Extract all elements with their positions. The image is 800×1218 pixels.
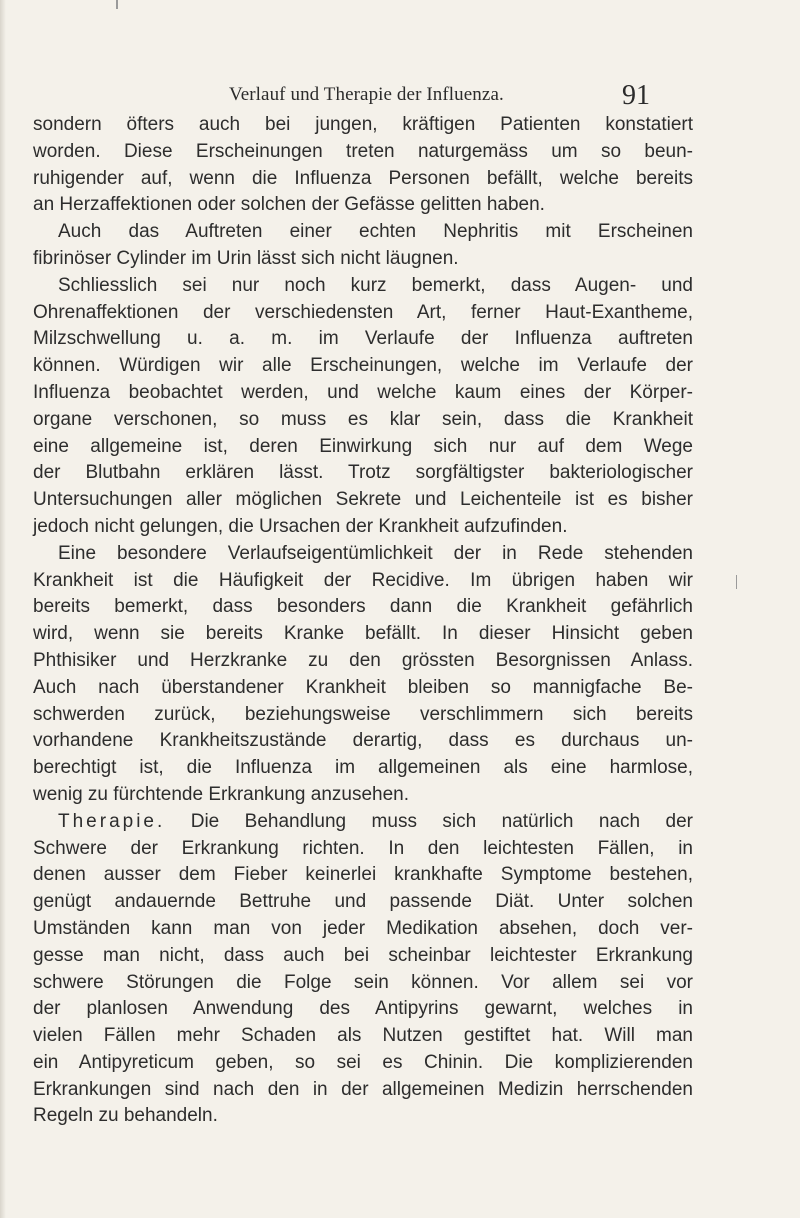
text-line-content: fibrinöser Cylinder im Urin lässt sich nicht läugnen. xyxy=(33,247,459,269)
text-line xyxy=(33,809,693,836)
text-line xyxy=(33,916,693,943)
scan-mark-top xyxy=(116,0,118,9)
text-line xyxy=(33,407,693,434)
text-line-content: Schwere der Erkrankung richten. In den leichtesten Fällen, in xyxy=(33,837,693,859)
text-line-content: Auch nach überstandener Krankheit bleiben so mannigfache Be- xyxy=(33,676,693,698)
text-line xyxy=(33,192,693,219)
text-line-content: gesse man nicht, dass auch bei scheinbar leichtester Erkrankung xyxy=(33,944,693,966)
text-line xyxy=(33,594,693,621)
text-line xyxy=(33,514,693,541)
text-line-content: schwerden zurück, beziehungsweise verschlimmern sich bereits xyxy=(33,703,693,725)
text-line-content: Schliesslich sei nur noch kurz bemerkt, dass Augen- und xyxy=(58,274,693,296)
section-heading-therapie: Therapie. xyxy=(58,810,166,832)
text-line xyxy=(33,782,693,809)
text-line-content: Eine besondere Verlaufseigentümlichkeit der in Rede stehenden xyxy=(58,542,693,564)
text-line-content: berechtigt ist, die Influenza im allgemeinen als eine harmlose, xyxy=(33,757,693,779)
text-line-content: jedoch nicht gelungen, die Ursachen der Krankheit aufzufinden. xyxy=(33,515,568,537)
text-line xyxy=(33,889,693,916)
text-line xyxy=(33,675,693,702)
text-line xyxy=(33,541,693,568)
text-line-content: wird, wenn sie bereits Kranke befällt. In dieser Hinsicht geben xyxy=(33,623,693,645)
text-line xyxy=(33,166,693,193)
text-line xyxy=(33,300,693,327)
text-line-content: Influenza beobachtet werden, und welche kaum eines der Körper- xyxy=(33,381,693,403)
text-line-content: ein Antipyreticum geben, so sei es Chinin. Die komplizierenden xyxy=(33,1051,693,1073)
text-line xyxy=(33,862,693,889)
body-text xyxy=(33,112,693,1130)
text-line xyxy=(33,1103,693,1130)
text-line-content: sondern öfters auch bei jungen, kräftigen Patienten konstatiert xyxy=(33,114,693,135)
text-line-content: wenig zu fürchtende Erkrankung anzusehen. xyxy=(33,783,410,805)
text-line xyxy=(33,996,693,1023)
text-line xyxy=(33,434,693,461)
text-line-content: vorhandene Krankheitszustände derartig, dass es durchaus un- xyxy=(33,730,693,752)
text-line xyxy=(33,139,693,166)
text-line-content: denen ausser dem Fieber keinerlei krankhafte Symptome bestehen, xyxy=(33,864,693,886)
text-line xyxy=(33,219,693,246)
text-line xyxy=(33,1023,693,1050)
text-line-content: bereits bemerkt, dass besonders dann die Krankheit gefährlich xyxy=(33,596,693,618)
text-line xyxy=(33,568,693,595)
text-line xyxy=(33,326,693,353)
text-line-content: worden. Diese Erscheinungen treten naturgemäss um so beun- xyxy=(33,140,693,162)
text-line-content: schwere Störungen die Folge sein können. Vor allem sei vor xyxy=(33,971,693,993)
text-line xyxy=(33,970,693,997)
running-head-title: Verlauf und Therapie der Influenza. xyxy=(229,84,504,105)
text-line-content: Untersuchungen aller möglichen Sekrete und Leichenteile ist es bisher xyxy=(33,489,693,511)
text-line-content: der planlosen Anwendung des Antipyrins gewarnt, welches in xyxy=(33,998,693,1020)
text-line xyxy=(33,273,693,300)
text-line xyxy=(33,353,693,380)
text-line-content: ruhigender auf, wenn die Influenza Personen befällt, welche bereits xyxy=(33,167,693,189)
text-line xyxy=(33,621,693,648)
text-line-content: Die Behandlung muss sich natürlich nach der xyxy=(165,810,693,832)
text-line-content: Milzschwellung u. a. m. im Verlaufe der Influenza auftreten xyxy=(33,328,693,350)
text-line xyxy=(33,246,693,273)
text-line xyxy=(33,460,693,487)
text-line xyxy=(33,755,693,782)
text-line xyxy=(33,112,693,139)
text-line-content: Regeln zu behandeln. xyxy=(33,1105,218,1127)
text-line xyxy=(33,648,693,675)
text-line-content: Ohrenaffektionen der verschiedensten Art, ferner Haut-Exantheme, xyxy=(33,301,693,323)
text-line-content: Erkrankungen sind nach den in der allgemeinen Medizin herrschenden xyxy=(33,1078,693,1100)
text-line-content: Umständen kann man von jeder Medikation absehen, doch ver- xyxy=(33,917,693,939)
text-line-content: an Herzaffektionen oder solchen der Gefässe gelitten haben. xyxy=(33,194,545,216)
text-line xyxy=(33,380,693,407)
text-line xyxy=(33,1077,693,1104)
text-line xyxy=(33,702,693,729)
text-line-content: Auch das Auftreten einer echten Nephritis mit Erscheinen xyxy=(58,221,693,243)
text-line xyxy=(33,943,693,970)
text-line-content: können. Würdigen wir alle Erscheinungen, welche im Verlaufe der xyxy=(33,355,693,377)
text-line xyxy=(33,836,693,863)
text-line-content: der Blutbahn erklären lässt. Trotz sorgfältigster bakteriologischer xyxy=(33,462,693,484)
page-number: 91 xyxy=(622,80,650,111)
text-line-content: vielen Fällen mehr Schaden als Nutzen gestiftet hat. Will man xyxy=(33,1025,693,1047)
text-line-content: Krankheit ist die Häufigkeit der Recidive. Im übrigen haben wir xyxy=(33,569,693,591)
scan-mark-right xyxy=(736,575,737,589)
text-line xyxy=(33,1050,693,1077)
page-gutter-shadow xyxy=(0,0,6,1218)
text-line-content: genügt andauernde Bettruhe und passende Diät. Unter solchen xyxy=(33,891,693,913)
text-line xyxy=(33,728,693,755)
running-head xyxy=(0,80,800,112)
text-line-content: organe verschonen, so muss es klar sein, dass die Krankheit xyxy=(33,408,693,430)
text-line xyxy=(33,487,693,514)
text-line-content: eine allgemeine ist, deren Einwirkung sich nur auf dem Wege xyxy=(33,435,693,457)
text-line-content: Phthisiker und Herzkranke zu den grössten Besorgnissen Anlass. xyxy=(33,649,693,671)
